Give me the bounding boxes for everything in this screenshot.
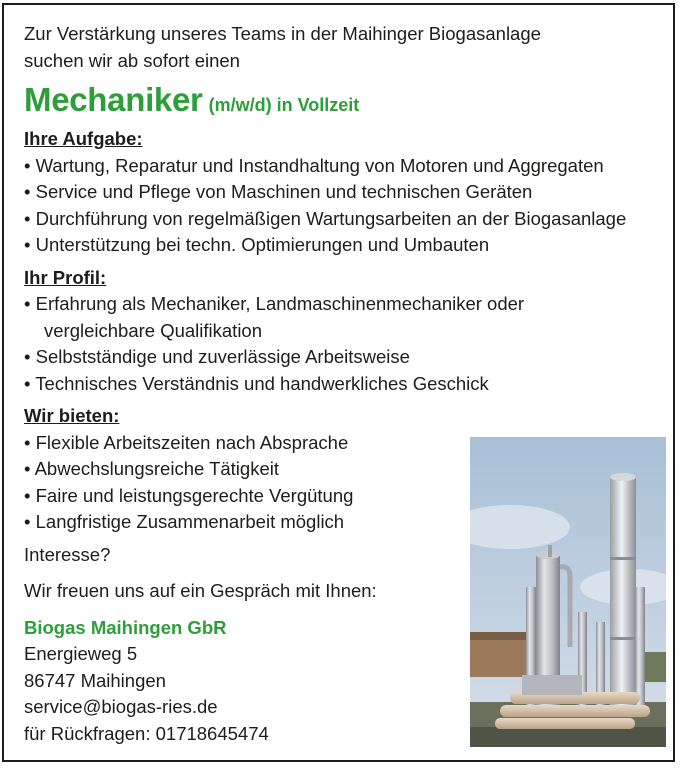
contact-phone: für Rückfragen: 01718645474 (24, 722, 269, 744)
list-item: • Flexible Arbeitszeiten nach Absprache (24, 431, 349, 453)
job-ad-frame (2, 3, 675, 762)
list-item: • Langfristige Zusammenarbeit möglich (24, 511, 345, 532)
list-item: • Selbstständige und zuverlässige Arbeitsweise (24, 346, 410, 367)
list-item (24, 291, 674, 344)
list-item: • Technisches Verständnis und handwerkliches Geschick (24, 372, 489, 394)
offer-heading: Wir bieten: (24, 405, 120, 426)
closing-invite: Wir freuen uns auf ein Gespräch mit Ihnen: (24, 580, 377, 601)
list-item: • Faire und leistungsgerechte Vergütung (24, 484, 354, 506)
profile-heading: Ihr Profil: (24, 266, 107, 288)
profile-list (24, 291, 674, 397)
list-item-line: • Erfahrung als Mechaniker, Landmaschinenmechaniker oder (24, 293, 525, 314)
company-name: Biogas Maihingen GbR (24, 616, 227, 638)
list-item: • Abwechslungsreiche Tätigkeit (24, 458, 279, 479)
job-title: Mechaniker (24, 81, 203, 118)
contact-street: Energieweg 5 (24, 643, 138, 664)
tasks-heading: Ihre Aufgabe: (24, 128, 143, 149)
job-subtitle: (m/w/d) in Vollzeit (208, 95, 360, 115)
intro-text (24, 21, 674, 74)
intro-line-1: Zur Verstärkung unseres Teams in der Maihinger Biogasanlage (24, 23, 541, 44)
list-item: • Wartung, Reparatur und Instandhaltung von Motoren und Aggregaten (24, 154, 604, 176)
job-headline (24, 82, 674, 123)
intro-line-2: suchen wir ab sofort einen (24, 49, 240, 71)
contact-email: service@biogas-ries.de (24, 696, 218, 717)
list-item-continuation: vergleichbare Qualifikation (44, 319, 263, 341)
closing-question: Interesse? (24, 543, 111, 565)
list-item: • Unterstützung bei techn. Optimierungen und Umbauten (24, 234, 490, 255)
tasks-list (24, 153, 674, 259)
contact-city: 86747 Maihingen (24, 669, 166, 691)
list-item: • Durchführung von regelmäßigen Wartungsarbeiten an der Biogasanlage (24, 207, 627, 229)
biogas-plant-photo (470, 437, 666, 747)
list-item: • Service und Pflege von Maschinen und technischen Geräten (24, 181, 533, 202)
